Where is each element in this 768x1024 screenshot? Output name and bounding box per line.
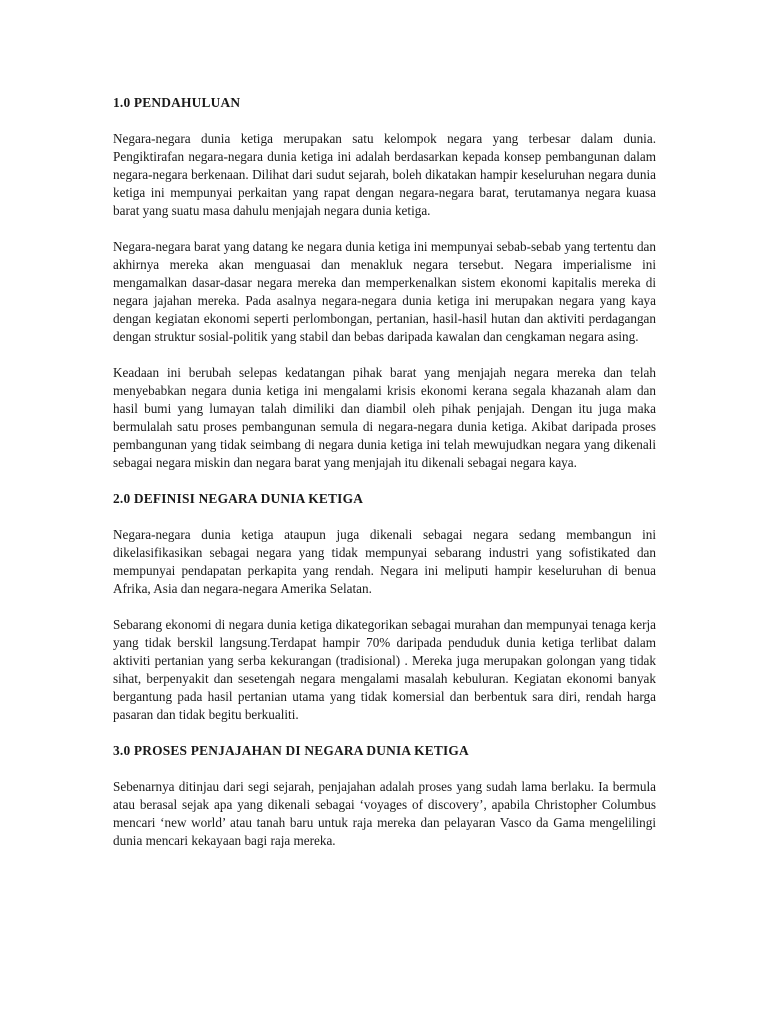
paragraph: Sebarang ekonomi di negara dunia ketiga dikategorikan sebagai murahan dan mempunyai tenaga kerja yang tidak berskil langsung.Terdapat hampir 70% daripada penduduk dunia ketiga terlibat dalam aktiviti pertanian yang serba kekurangan (tradisional) . Mereka juga merupakan golongan yang tidak sihat, berpenyakit dan sesetengah negara mengalami masalah kebuluran. Kegiatan ekonomi banyak bergantung pada hasil pertanian utama yang tidak komersial dan berbentuk sara diri, rendah harga pasaran dan tidak begitu berkualiti. bbox=[113, 617, 656, 722]
section-heading-proses-penjajahan: 3.0 PROSES PENJAJAHAN DI NEGARA DUNIA KETIGA bbox=[113, 743, 469, 758]
section-heading-pendahuluan: 1.0 PENDAHULUAN bbox=[113, 95, 241, 110]
document-body bbox=[113, 94, 656, 850]
paragraph: Negara-negara dunia ketiga ataupun juga dikenali sebagai negara sedang membangun ini dikelasifikasikan sebagai negara yang tidak mempunyai sebarang industri yang sofistikated dan mempunyai pendapatan perkapita yang rendah. Negara ini meliputi hampir keseluruhan di benua Afrika, Asia dan negara-negara Amerika Selatan. bbox=[113, 527, 656, 596]
paragraph: Negara-negara dunia ketiga merupakan satu kelompok negara yang terbesar dalam dunia. Pengiktirafan negara-negara dunia ketiga ini adalah berdasarkan kepada konsep pembangunan dalam negara-negara berkenaan. Dilihat dari sudut sejarah, boleh dikatakan hampir keseluruhan negara dunia ketiga ini mempunyai perkaitan yang rapat dengan negara-negara barat, terutamanya negara kuasa barat yang suatu masa dahulu menjajah negara dunia ketiga. bbox=[113, 131, 656, 218]
paragraph: Sebenarnya ditinjau dari segi sejarah, penjajahan adalah proses yang sudah lama berlaku. Ia bermula atau berasal sejak apa yang dikenali sebagai ‘voyages of discovery’, apabila Christopher Columbus mencari ‘new world’ atau tanah baru untuk raja mereka dan pelayaran Vasco da Gama mengelilingi dunia mencari kekayaan bagi raja mereka. bbox=[113, 779, 656, 848]
paragraph: Negara-negara barat yang datang ke negara dunia ketiga ini mempunyai sebab-sebab yang tertentu dan akhirnya mereka akan menguasai dan menakluk negara tersebut. Negara imperialisme ini mengamalkan dasar-dasar negara mereka dan memperkenalkan sistem ekonomi kapitalis mereka di negara jajahan mereka. Pada asalnya negara-negara dunia ketiga ini merupakan negara yang kaya dengan kegiatan ekonomi seperti perlombongan, pertanian, hasil-hasil hutan dan aktiviti perdagangan dengan struktur sosial-politik yang stabil dan bebas daripada kawalan dan cengkaman negara asing. bbox=[113, 239, 656, 344]
section-heading-definisi: 2.0 DEFINISI NEGARA DUNIA KETIGA bbox=[113, 491, 364, 506]
paragraph: Keadaan ini berubah selepas kedatangan pihak barat yang menjajah negara mereka dan telah menyebabkan negara dunia ketiga ini mengalami krisis ekonomi kerana segala khazanah alam dan hasil bumi yang lumayan talah dimiliki dan diambil oleh pihak penjajah. Dengan itu juga maka bermulalah satu proses pembangunan semula di negara-negara dunia ketiga. Akibat daripada proses pembangunan yang tidak seimbang di negara dunia ketiga ini telah mewujudkan negara yang dikenali sebagai negara miskin dan negara barat yang menjajah itu dikenali sebagai negara kaya. bbox=[113, 365, 656, 470]
